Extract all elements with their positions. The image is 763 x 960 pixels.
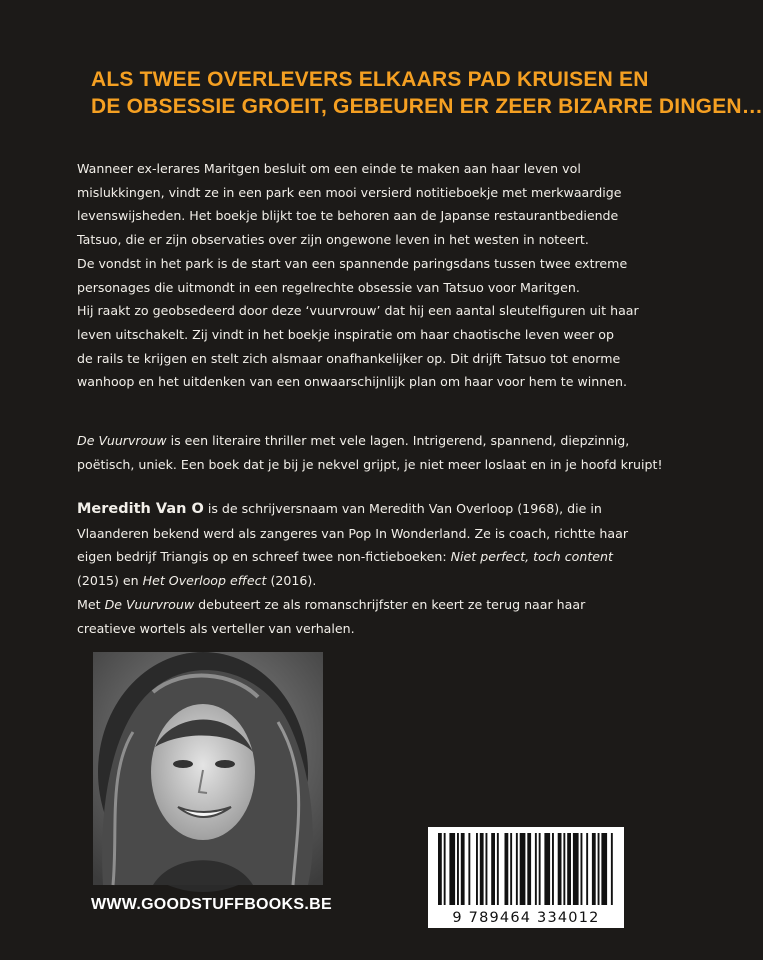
blurb-line-1 [77, 429, 637, 453]
barcode-bar [592, 833, 596, 905]
author-photo [93, 652, 323, 885]
book-title: Het Overloop effect [142, 573, 267, 589]
blurb [77, 429, 663, 476]
synopsis-line: Tatsuo, die er zijn observaties over zijn ongewone leven in het westen in noteert. [77, 232, 589, 248]
barcode-bar [544, 833, 550, 905]
synopsis-line: Wanneer ex-lerares Maritgen besluit om een einde te maken aan haar leven vol [77, 161, 581, 176]
bio-line-1 [77, 497, 637, 522]
bio-text: eigen bedrijf Triangis op en schreef twee non-fictieboeken: [77, 549, 451, 565]
synopsis [77, 157, 637, 394]
synopsis-line: wanhoop en het uitdenken van een onwaarschijnlijk plan om haar voor hem te winnen. [77, 374, 627, 390]
barcode-bar [558, 833, 562, 905]
synopsis-line: personages die uitmondt in een regelrechte obsessie van Tatsuo voor Maritgen. [77, 279, 580, 295]
barcode-bar [539, 833, 541, 905]
headline-line-1: ALS TWEE OVERLEVERS ELKAARS PAD KRUISEN EN [91, 68, 649, 91]
bio-line-4 [77, 569, 637, 593]
barcode-bar [505, 833, 509, 905]
barcode-bar [476, 833, 478, 905]
barcode-bar [486, 833, 488, 905]
barcode-bar [535, 833, 537, 905]
publisher-website: WWW.GOODSTUFFBOOKS.BE [91, 896, 332, 913]
barcode-bar [449, 833, 455, 905]
bio-line-5 [77, 593, 637, 617]
isbn-number: 9 789464 334012 [452, 910, 600, 926]
barcode-bar [438, 833, 442, 905]
barcode-bars [428, 827, 624, 907]
barcode-bar [461, 833, 465, 905]
bio-text: Met [77, 596, 105, 612]
bio-line-6: creatieve wortels als verteller van verhalen. [77, 620, 355, 636]
author-bio [77, 497, 637, 640]
barcode-bar [497, 833, 499, 905]
book-title: De Vuurvrouw [77, 433, 167, 448]
barcode-bar [480, 833, 484, 905]
barcode-bar [527, 833, 531, 905]
synopsis-line: De vondst in het park is de start van een spannende paringsdans tussen twee extreme [77, 255, 628, 271]
bio-line-2: Vlaanderen bekend werd als zangeres van Pop In Wonderland. Ze is coach, richtte haar [77, 525, 628, 541]
synopsis-line: levenswijsheden. Het boekje blijkt toe te behoren aan de Japanse restaurantbediende [77, 208, 619, 224]
blurb-text: is een literaire thriller met vele lagen. Intrigerend, spannend, diepzinnig, [166, 433, 630, 448]
synopsis-line: leven uitschakelt. Zij vindt in het boekje inspiratie om haar chaotische leven weer op [77, 326, 614, 342]
barcode-bar [468, 833, 470, 905]
barcode [428, 827, 624, 928]
author-name: Meredith Van O [77, 501, 204, 517]
barcode-bar [611, 833, 613, 905]
barcode-bar [510, 833, 512, 905]
barcode-bar [567, 833, 571, 905]
synopsis-line: de rails te krijgen en stelt zich alsmaar onafhankelijker op. Dit drijft Tatsuo tot enorme [77, 350, 621, 366]
synopsis-line: mislukkingen, vindt ze in een park een mooi versierd notitieboekje met merkwaardige [77, 184, 622, 200]
book-title: Niet perfect, toch content [450, 549, 613, 565]
barcode-bar [598, 833, 600, 905]
bio-line-3 [77, 545, 637, 569]
barcode-bar [586, 833, 588, 905]
barcode-bar [516, 833, 518, 905]
bio-text: debuteert ze als romanschrijfster en keert ze terug naar haar [194, 596, 586, 612]
synopsis-line: Hij raakt zo geobsedeerd door deze ‘vuurvrouw’ dat hij een aantal sleutelfiguren uit haar [77, 303, 639, 319]
headline-line-2: DE OBSESSIE GROEIT, GEBEUREN ER ZEER BIZARRE DINGEN… [91, 95, 763, 118]
book-title: De Vuurvrouw [104, 596, 195, 612]
barcode-bar [601, 833, 607, 905]
barcode-bar [491, 833, 495, 905]
barcode-bar [573, 833, 579, 905]
barcode-bar [520, 833, 526, 905]
barcode-bar [563, 833, 565, 905]
barcode-bar [581, 833, 583, 905]
author-portrait-image [93, 652, 323, 885]
blurb-line-2: poëtisch, uniek. Een boek dat je bij je nekvel grijpt, je niet meer loslaat en in je hoofd kruipt! [77, 456, 663, 472]
headline [91, 66, 763, 120]
bio-text: (2016). [266, 573, 317, 589]
barcode-bar [552, 833, 554, 905]
bio-text: (2015) en [77, 573, 143, 589]
bio-text: is de schrijversnaam van Meredith Van Overloop (1968), die in [203, 501, 602, 516]
barcode-bar [457, 833, 459, 905]
barcode-bar [444, 833, 446, 905]
